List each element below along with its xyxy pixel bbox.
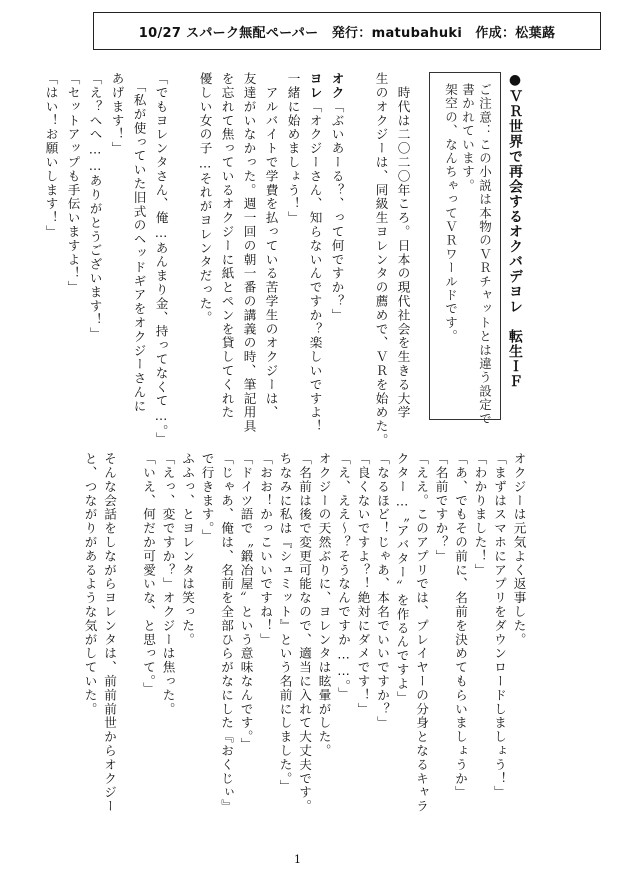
line-text: 「ぶいあーる？、って何ですか？」 [329,99,345,323]
story-line: そんな会話をしながらヨレンタは、前前前世からオクジー [102,452,118,814]
story-line [396,72,409,420]
story-line [88,72,101,341]
story-line [66,72,79,294]
line-text: 友達がいなかった。週一回の朝一番の講義の時、筆記用具 [241,72,257,434]
story-line: 「良くないですよ？！絶対にダメです！」 [355,452,371,717]
page-number: 1 [294,853,301,866]
line-text: 「オクジーさん、知らないんですか？楽しいですよ！ [307,99,323,434]
line-text: 「セットアップも手伝いますよ！」 [65,72,81,295]
speaker-name: オク [329,72,345,100]
story-line: で行きます。」 [199,452,215,543]
story-line: 「えっ、変ですか？」オクジーは焦った。 [160,452,176,717]
notice-box [429,72,501,426]
notice-line: ご注意：この小説は本物のＶＲチャットとは違う設定で [477,83,493,426]
line-text: 時代は二〇二〇年ころ。日本の現代社会を生きる大学 [395,72,411,420]
story-line [286,72,299,225]
story-line: 「名前ですか？」 [433,452,449,564]
story-line: 「おお！かっこいいですね！」 [258,452,274,647]
story-line: オクジーは元気よく返事した。 [511,452,527,647]
story-line [198,72,211,325]
story-line [264,72,277,420]
line-text: 生のオクジーは、同級生ヨレンタの薦めで、ＶＲを始めた。 [373,72,389,448]
notice-line: 架空の、なんちゃってＶＲワールドです。 [443,83,459,344]
story-line: 「ええ。このアプリでは、プレイヤーの分身となるキャラ [414,452,430,814]
story-line: オクジーの天然ぶりに、ヨレンタは眩暈がした。 [316,452,332,758]
story-line [242,72,255,433]
speaker-name: ヨレ [307,72,323,100]
header-text: 10/27 スパーク無配ペーパー 発行：matubahuki 作成：松葉蕗 [138,25,556,41]
story-line: 「ドイツ語で〝鍛冶屋〟という意味なんです。」 [238,452,254,752]
notice-line: 書かれています。 [460,83,476,193]
story-line: 「いえ、何だか可愛いな、と思って。」 [141,452,157,696]
story-line: 「じゃあ、俺は、名前を全部ひらがなにした『おくじぃ』 [219,452,235,814]
line-text: 一緒に始めましょう！」 [285,72,301,225]
story-line [374,72,387,447]
story-line: 「え、ええ〜？そうなんですか……。」 [336,452,352,701]
line-text: アルバイトで学費を払っている苦学生のオクジーは、 [263,72,279,420]
story-line: 「まずはスマホにアプリをダウンロードしましょう！」 [492,452,508,800]
line-text: あげます！」 [109,72,125,156]
story-line: と、つながりがあるような気がしていた。 [82,452,98,717]
story-line [132,72,145,413]
story-line [110,72,123,155]
story-line [154,72,167,446]
line-text: 「はい！お願いします！」 [43,72,59,239]
story-title: ●ＶＲ世界で再会するオクバデヨレ 転生ＩＦ [507,72,523,389]
line-text: 「でもヨレンタさん、俺…あんまり金、持ってなくて…。」 [153,72,169,446]
story-line [308,72,321,433]
story-line: クター…〝アバター〟を作るんですよ」 [394,452,410,705]
line-text: 優しい女の子…それがヨレンタだった。 [197,72,213,325]
header-banner [93,12,601,50]
story-line: 「名前は後で変更可能なので、適当に入れて大丈夫です。 [297,452,313,814]
story-line: 「あ、でもその前に、名前を決めてもらいましょうか」 [453,452,469,800]
story-line: 「わかりました！」 [472,452,488,578]
story-line [220,72,233,420]
story-line: ふふっ、とヨレンタは笑った。 [180,452,196,647]
line-text: 「私が使っていた旧式のヘッドギアをオクジーさんに [131,72,147,414]
story-line [330,72,343,322]
story-line: 「なるほど！じゃあ、本名でいいですか？」 [375,452,391,730]
line-text: を忘れて焦っているオクジーに紙とペンを貸してくれた [219,72,235,420]
story-line: ちなみに私は『シュミット』という名前にしました。」 [277,452,293,794]
line-text: 「え？へへ……ありがとうございます！」 [87,72,103,341]
story-line [44,72,57,239]
